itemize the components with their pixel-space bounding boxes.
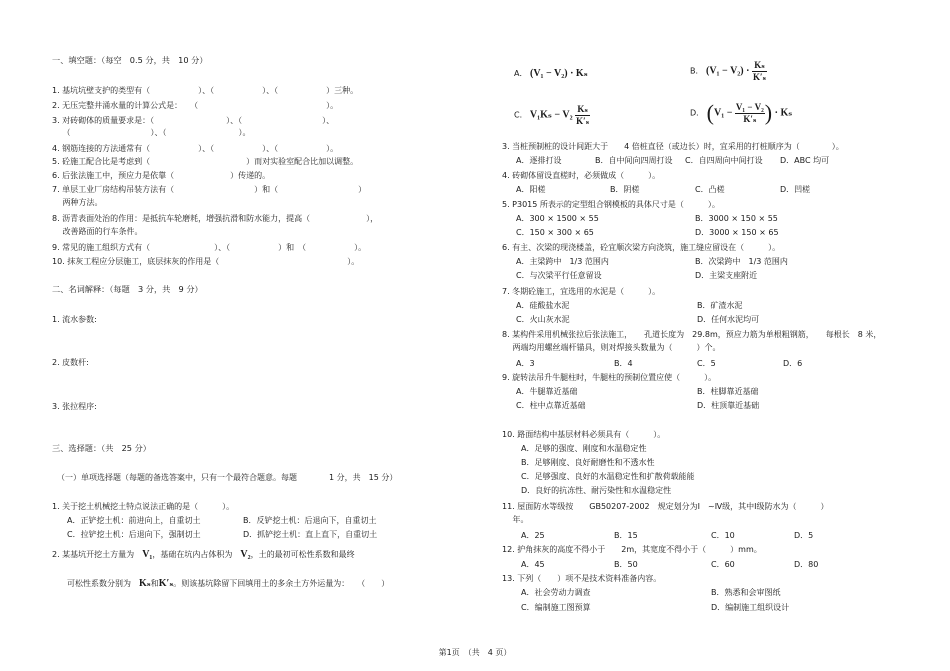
q4-option-c: C．凸槎 [695,185,725,194]
fill-question-4: 4. 钢筋连接的方法通常有（ ）、（ ）、（ ）。 [52,144,339,153]
q4-option-d: D．凹槎 [780,185,811,194]
q13-option-d: D．编制施工组织设计 [711,603,790,612]
choice-question-7: 7. 冬期砼施工，宜选用的水泥是（ ）。 [502,287,661,296]
q13-option-a: A．社会劳动力调查 [521,588,591,597]
q10-option-d: D．良好的抗冻性、耐污染性和水温稳定性 [521,486,672,495]
q9-option-b: B．柱脚靠近基础 [697,387,759,396]
q2-option-a: A． (V₁ − V₂) · Kₛ [514,68,588,79]
choice-question-11: 11. 屋面防水等级按 GB50207-2002 规定划分为Ⅰ ~Ⅳ级，其中Ⅰ级防水为（ ） [502,502,829,511]
term-1: 1. 流水参数: [52,315,97,324]
q8-option-d: D．6 [783,359,803,368]
q5-option-a: A．300 × 1500 × 55 [516,214,599,223]
choice-question-12: 12. 护角抹灰的高度不得小于 2m，其宽度不得小于（ ）mm。 [502,545,762,554]
q8-option-c: C．5 [697,359,716,368]
choice-question-10: 10. 路面结构中基层材料必须具有（ ）。 [502,430,666,439]
fill-question-7: 7. 单层工业厂房结构吊装方法有（ ）和（ ） [52,185,367,194]
fill-question-10: 10. 抹灰工程应分层施工，底层抹灰的作用是（ ）。 [52,257,360,266]
q7-option-a: A．硅酸盐水泥 [516,301,570,310]
section-choice-title: 三、选择题：（共 25 分） [52,443,151,453]
choice-question-3: 3. 当桩预制桩的设计间距大于 4 倍桩直径（或边长）时，宜采用的打桩顺序为（ ）。 [502,142,844,151]
q3-option-b: B．自中间向四周打设 [595,156,673,165]
q4-option-a: A．阳槎 [516,185,546,194]
q7-option-b: B．矿渣水泥 [697,301,743,310]
q11-option-a: A．25 [521,531,545,540]
q10-option-a: A．足够的强度、刚度和水温稳定性 [521,444,647,453]
q11-option-d: D．5 [794,531,814,540]
q6-option-c: C．与次梁平行任意留设 [516,271,602,280]
section-terms-title: 二、名词解释：（每题 3 分，共 9 分） [52,284,203,294]
fill-question-6: 6. 后张法施工中，预应力是依靠（ ）传递的。 [52,171,271,180]
choice-question-8-cont: 两端均用螺丝端杆锚具，则对焊接头数量为（ ）个。 [502,343,721,352]
q9-option-c: C．柱中点靠近基础 [516,401,586,410]
q6-option-b: B．次梁跨中 1/3 范围内 [695,257,788,266]
q12-option-c: C．60 [711,560,735,569]
q11-option-c: C．10 [711,531,735,540]
single-choice-subtitle: （一）单项选择题（每题的备选答案中，只有一个最符合题意。每题 1 分，共 15 分） [57,473,398,482]
fill-question-8-cont: 改善路面的行车条件。 [52,227,143,236]
choice-question-1: 1. 关于挖土机械挖土特点说法正确的是（ ）。 [52,502,235,511]
q12-option-a: A．45 [521,560,545,569]
fill-question-9: 9. 常见的施工组织方式有（ ）、（ ）和 （ ）。 [52,243,367,252]
q11-option-b: B．15 [614,531,638,540]
q10-option-b: B．足够刚度、良好耐磨性和不透水性 [521,458,655,467]
q8-option-b: B．4 [614,359,633,368]
q2-option-d: D． (V₁ − $\frac{\text{V₁ − V₂}}{\text{K′ₛ}}$ ) · Kₛ [690,100,793,125]
q13-option-b: B．熟悉和会审图纸 [711,588,781,597]
fill-question-1: 1. 基坑坑壁支护的类型有（ ）、（ ）、（ ）三种。 [52,86,359,95]
q9-option-d: D．柱顶靠近基础 [697,401,760,410]
section-fill-title: 一、填空题：（每空 0.5 分，共 10 分） [52,55,208,65]
fill-question-3: 3. 对砖砌体的质量要求是：（ ）、（ ）、 [52,116,335,125]
q3-option-a: A．逐排打设 [516,156,562,165]
q4-option-b: B．阴槎 [610,185,640,194]
q1-option-a: A．正铲挖土机：前进向上，自重切土 [67,516,201,525]
choice-question-11-cont: 年。 [502,515,529,524]
q7-option-c: C．火山灰水泥 [516,315,570,324]
choice-question-9: 9. 旋转法吊升牛腿柱时，牛腿柱的预制位置应使（ ）。 [502,373,717,382]
q12-option-d: D．80 [794,560,819,569]
fill-question-7-cont: 两种方法。 [52,198,103,207]
choice-question-13: 13. 下列（ ）项不是技术资料准备内容。 [502,574,662,583]
fill-question-2: 2. 无压完整井涌水量的计算公式是： （ ）。 [52,101,339,110]
choice-question-5: 5. P3015 所表示的定型组合钢模板的具体尺寸是（ ）。 [502,200,720,209]
fill-question-8: 8. 沥青表面处治的作用：是抵抗车轮磨耗，增强抗滑和防水能力，提高（ ）， [52,214,379,223]
q1-option-d: D．抓铲挖土机：直上直下，自重切土 [243,530,378,539]
q3-option-d: D．ABC 均可 [780,156,830,165]
page-footer: 第1页 （共 4 页） [438,648,512,657]
choice-question-6: 6. 有主、次梁的现浇楼盖，砼宜顺次梁方向浇筑，施工缝应留设在（ ）。 [502,243,781,252]
q2-option-c: C． V₁Kₛ − V₂ $\frac{\text{Kₛ}}{\text{K′ₛ}}$ [514,104,590,126]
term-2: 2. 皮数杆: [52,358,89,367]
fill-question-3-cont: （ ）、（ ）。 [52,128,251,137]
choice-question-8: 8. 某构件采用机械张拉后张法施工， 孔道长度为 29.8m，预应力筋为单根粗钢筋， 每根长 8 米， [502,330,882,339]
q3-option-c: C．自四周向中间打设 [685,156,763,165]
choice-question-2-cont: 可松性系数分别为 Kₛ和K′ₛ。则该基坑除留下回填用土的多余土方外运量为： （ ） [67,578,390,589]
q6-option-d: D．主梁支座附近 [695,271,758,280]
q6-option-a: A．主梁跨中 1/3 范围内 [516,257,609,266]
q9-option-a: A．牛腿靠近基础 [516,387,578,396]
q7-option-d: D．任何水泥均可 [697,315,760,324]
fill-question-5: 5. 砼施工配合比是考虑到（ ）而对实验室配合比加以调整。 [52,157,359,166]
q8-option-a: A．3 [516,359,535,368]
q10-option-c: C．足够强度、良好的水温稳定性和扩散荷载能能 [521,472,695,481]
q5-option-c: C．150 × 300 × 65 [516,228,594,237]
q12-option-b: B．50 [614,560,638,569]
term-3: 3. 张拉程序: [52,402,97,411]
q13-option-c: C．编制施工图预算 [521,603,591,612]
choice-question-2: 2. 某基坑开挖土方量为 V₁，基础在坑内占体积为 V₂，土的最初可松性系数和最终 [52,549,355,560]
q5-option-b: B．3000 × 150 × 55 [695,214,778,223]
choice-question-4: 4. 砖砌体留设直槎时，必须做成（ ）。 [502,171,661,180]
q1-option-c: C．拉铲挖土机：后退向下，强制切土 [67,530,201,539]
q5-option-d: D．3000 × 150 × 65 [695,228,779,237]
q1-option-b: B．反铲挖土机：后退向下，自重切土 [243,516,377,525]
q2-option-b: B． (V₁ − V₂) · $\frac{\text{Kₛ}}{\text{K′ₛ}}$ [690,60,767,82]
